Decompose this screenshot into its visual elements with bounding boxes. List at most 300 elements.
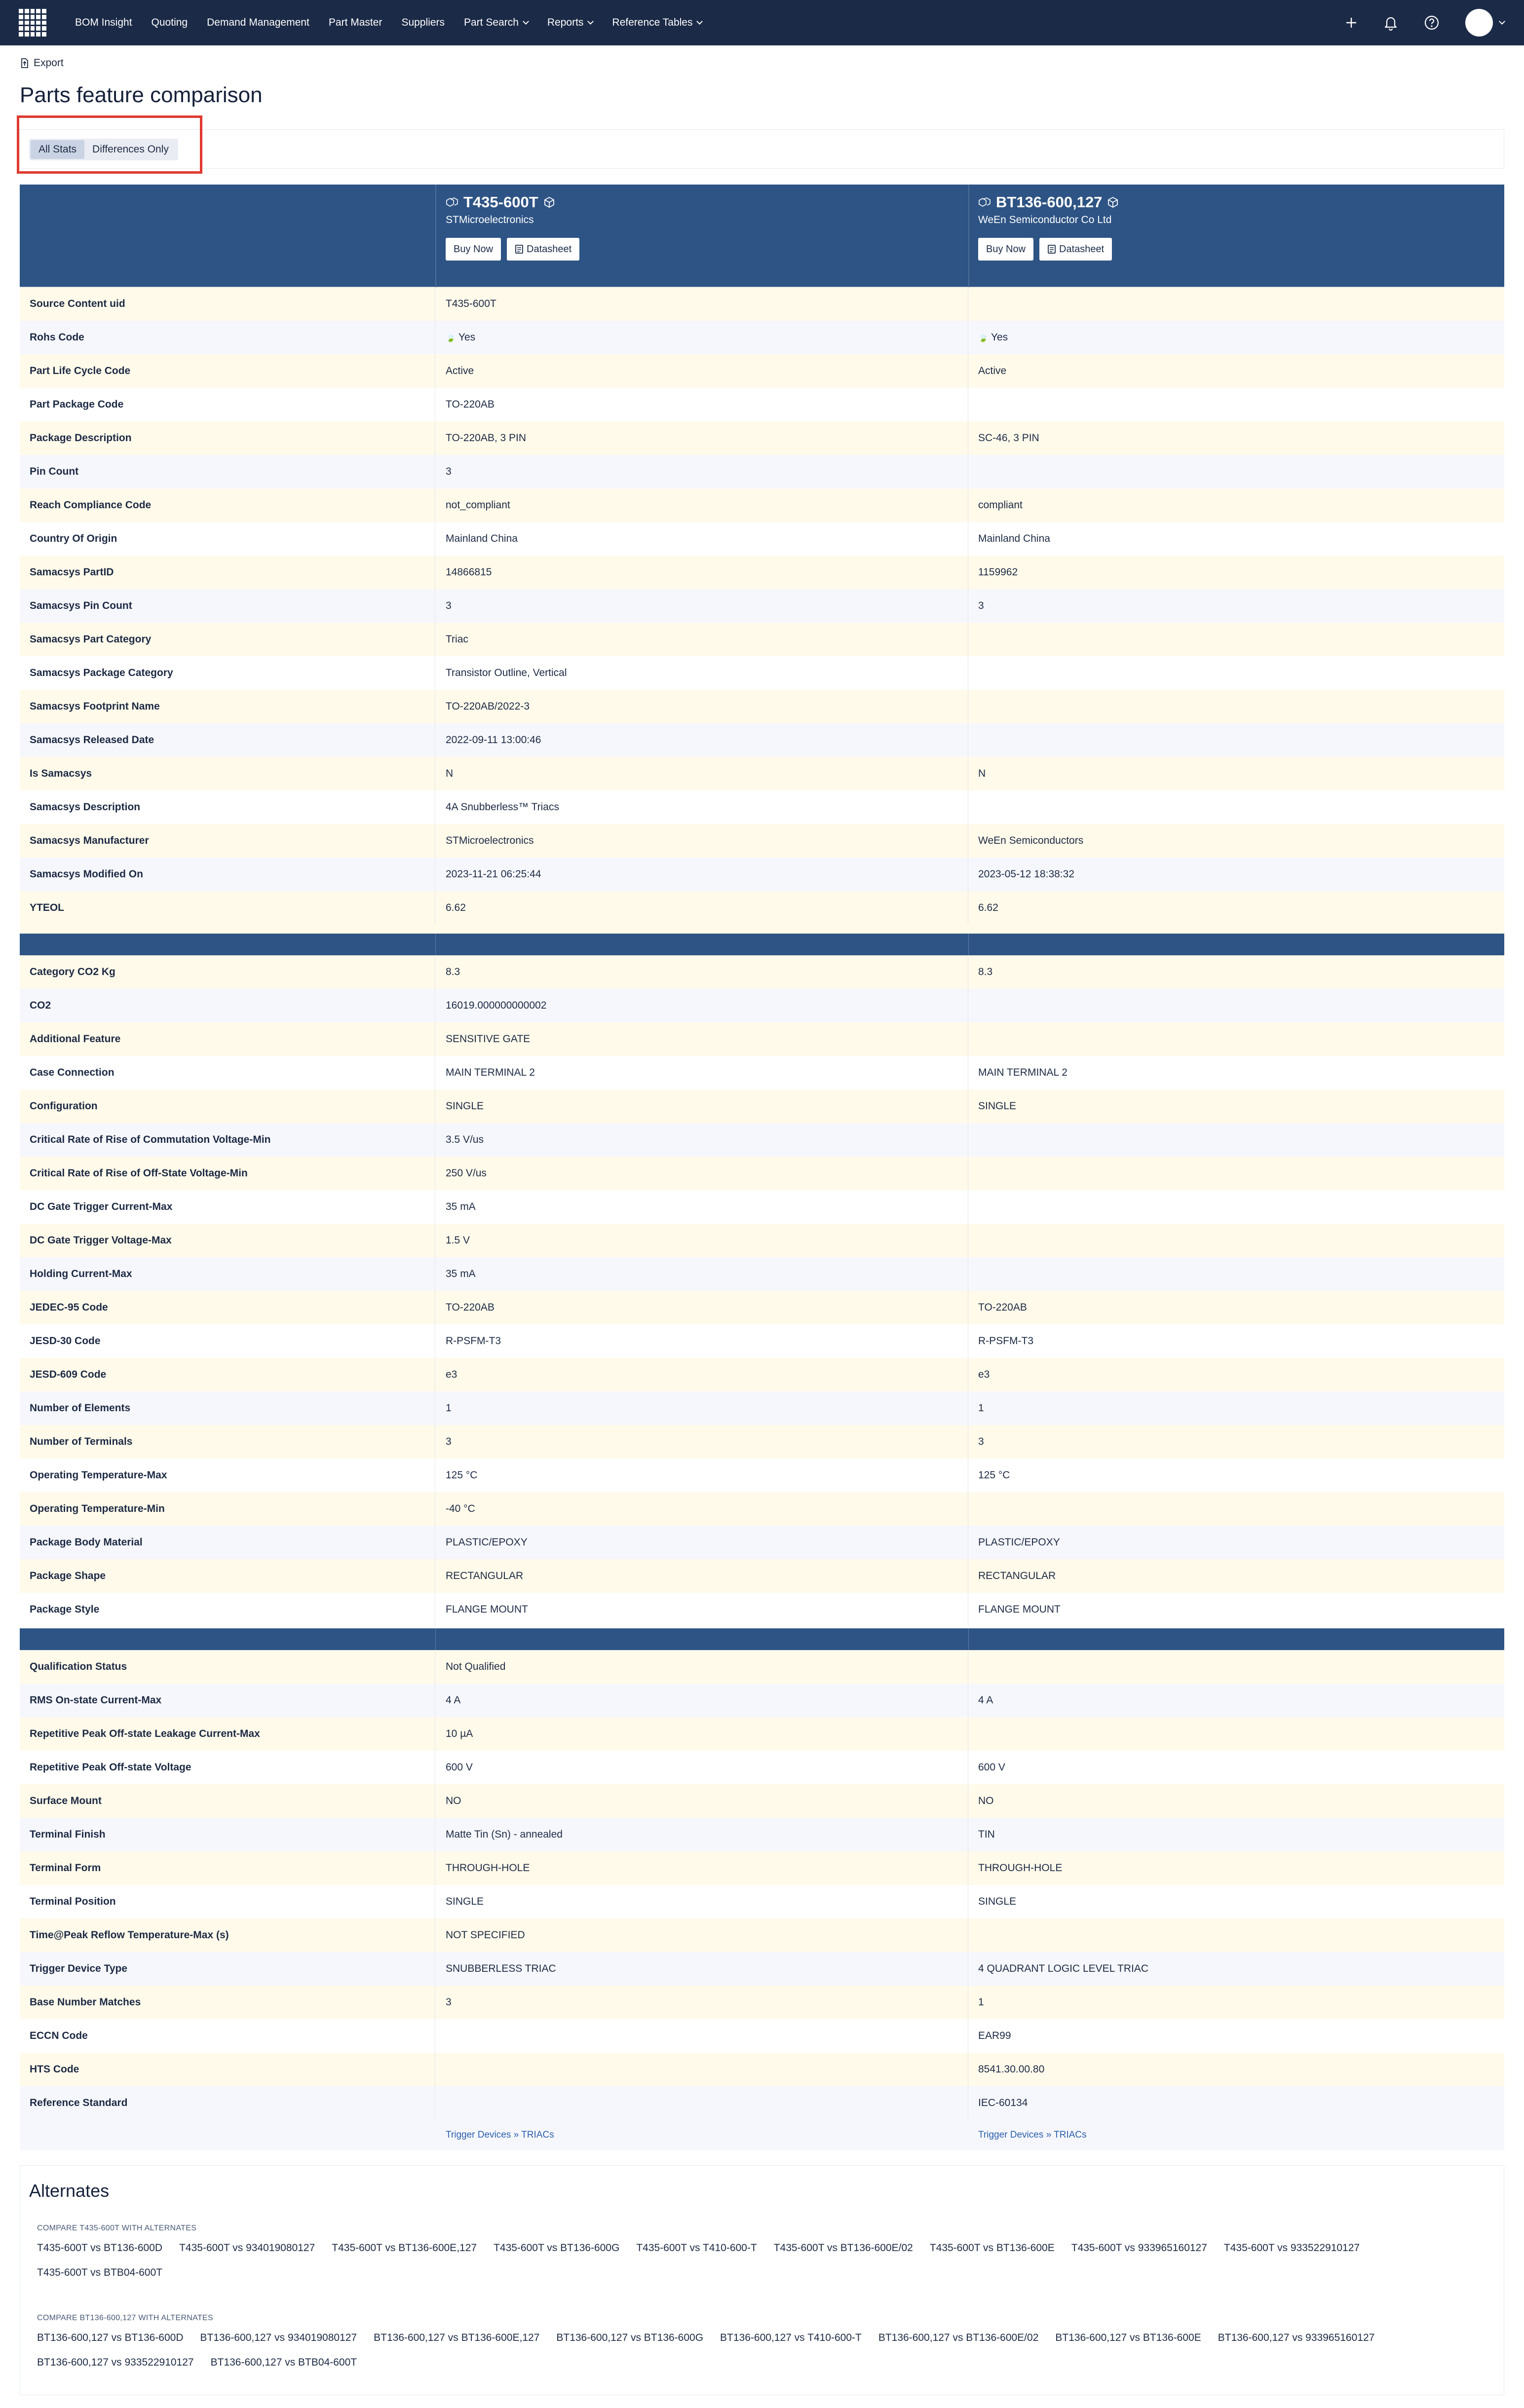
part-2-value-cell — [968, 1257, 1504, 1291]
table-row — [20, 421, 1504, 455]
attribute-value: PLASTIC/EPOXY — [978, 1537, 1060, 1548]
part-1-value-cell — [435, 1986, 968, 2019]
alternate-compare-link[interactable]: BT136-600,127 vs 933965160127 — [1218, 2332, 1375, 2343]
export-button[interactable] — [20, 57, 64, 69]
attribute-value: 3 — [446, 600, 452, 611]
table-row — [20, 723, 1504, 757]
table-row — [20, 1123, 1504, 1157]
attribute-label: Samacsys Part Category — [20, 623, 435, 656]
table-row — [20, 321, 1504, 354]
part-1-value-cell — [435, 354, 968, 388]
alternate-compare-link[interactable]: T435-600T vs 933965160127 — [1071, 2242, 1207, 2254]
attribute-label: Category CO2 Kg — [20, 955, 435, 989]
compare-parts-icon — [978, 197, 991, 208]
chevron-down-icon — [588, 18, 594, 25]
table-row — [20, 757, 1504, 790]
part-1-value-cell — [435, 1784, 968, 1818]
attribute-value: 8541.30.00.80 — [978, 2064, 1045, 2075]
table-row — [20, 1425, 1504, 1459]
top-nav — [0, 0, 1524, 45]
attribute-label: Samacsys Footprint Name — [20, 690, 435, 723]
attribute-label: Repetitive Peak Off-state Leakage Current-Max — [20, 1717, 435, 1751]
attribute-label: Surface Mount — [20, 1784, 435, 1818]
attribute-label: Time@Peak Reflow Temperature-Max (s) — [20, 1919, 435, 1952]
nav-item-label: Suppliers — [401, 17, 445, 28]
part-1-value-cell — [435, 1650, 968, 1684]
column-divider — [435, 185, 436, 287]
part-1-value-cell — [435, 1952, 968, 1986]
attribute-value: SINGLE — [978, 1100, 1017, 1112]
user-menu[interactable] — [1465, 9, 1504, 37]
table-row — [20, 891, 1504, 925]
clipped-row — [20, 925, 1504, 934]
part-2-value-cell — [968, 1324, 1504, 1358]
part-1-value-cell — [435, 1425, 968, 1459]
attribute-value: N — [978, 768, 986, 779]
part-2-value-cell — [968, 1986, 1504, 2019]
datasheet-button[interactable] — [1039, 238, 1112, 261]
part-2-value-cell — [968, 891, 1504, 925]
attribute-value: T435-600T — [446, 298, 496, 309]
table-row — [20, 1392, 1504, 1425]
nav-item-suppliers[interactable] — [401, 17, 445, 29]
part-1-value-cell — [435, 1022, 968, 1056]
attribute-label: Holding Current-Max — [20, 1257, 435, 1291]
part-1-value-cell — [435, 556, 968, 589]
attribute-value: R-PSFM-T3 — [446, 1335, 501, 1347]
part-title-2 — [978, 193, 1119, 211]
export-icon — [20, 58, 30, 69]
alternate-compare-link[interactable]: T435-600T vs T410-600-T — [636, 2242, 757, 2254]
part-2-value-cell — [968, 623, 1504, 656]
alternate-compare-link[interactable]: BT136-600,127 vs BT136-600D — [37, 2332, 184, 2343]
part-1-value-cell — [435, 1885, 968, 1919]
plus-icon[interactable] — [1345, 16, 1358, 29]
view-toggle-bar — [20, 129, 1504, 169]
alternate-compare-link[interactable]: BT136-600,127 vs BT136-600E/02 — [878, 2332, 1039, 2343]
part-1-value-cell — [435, 1257, 968, 1291]
attribute-value: TO-220AB/2022-3 — [446, 701, 530, 712]
attribute-value: SENSITIVE GATE — [446, 1033, 531, 1045]
attribute-value: 2022-09-11 13:00:46 — [446, 734, 541, 746]
attribute-group-3 — [20, 1650, 1504, 2120]
attribute-label: Part Life Cycle Code — [20, 354, 435, 388]
buy-now-button[interactable] — [978, 238, 1033, 261]
attribute-value: 3 — [978, 1436, 984, 1447]
category-link[interactable]: Trigger Devices » TRIACs — [978, 2130, 1087, 2140]
part-2-value-cell — [968, 1684, 1504, 1717]
attribute-value: 3 — [446, 1436, 452, 1447]
cube-icon[interactable] — [1107, 196, 1119, 208]
attribute-group-1 — [20, 287, 1504, 925]
part-2-value-cell — [968, 522, 1504, 556]
table-row — [20, 2053, 1504, 2086]
part-2-value-cell — [968, 1291, 1504, 1324]
nav-item-label: Reports — [547, 17, 584, 28]
part-1-value-cell — [435, 757, 968, 790]
attribute-value: FLANGE MOUNT — [446, 1604, 528, 1615]
part-1-value-cell — [435, 723, 968, 757]
attribute-label: Terminal Position — [20, 1885, 435, 1919]
table-row — [20, 522, 1504, 556]
alternate-compare-link[interactable]: BT136-600,127 vs BT136-600E,127 — [374, 2332, 540, 2343]
attribute-label: Case Connection — [20, 1056, 435, 1090]
attribute-value: Mainland China — [978, 533, 1050, 544]
table-row — [20, 1650, 1504, 1684]
part-2-value-cell — [968, 723, 1504, 757]
part-1-value-cell — [435, 1851, 968, 1885]
part-1-value-cell — [435, 891, 968, 925]
column-divider — [968, 185, 969, 287]
attribute-value: FLANGE MOUNT — [978, 1604, 1061, 1615]
part-2-value-cell — [968, 287, 1504, 321]
attribute-value: 6.62 — [978, 902, 998, 913]
attribute-value: 2023-05-12 18:38:32 — [978, 868, 1074, 880]
attribute-value: THROUGH-HOLE — [446, 1862, 530, 1874]
category-cell-1 — [435, 2120, 968, 2150]
table-row — [20, 1717, 1504, 1751]
alternate-compare-link[interactable]: BT136-600,127 vs BT136-600E — [1055, 2332, 1201, 2343]
attribute-label: Samacsys Description — [20, 790, 435, 824]
toggle-all-stats[interactable]: All Stats — [31, 140, 84, 159]
part-2-value-cell — [968, 656, 1504, 690]
part-2-value-cell — [968, 824, 1504, 858]
attribute-value: NO — [978, 1795, 994, 1806]
attribute-value: TO-220AB — [446, 399, 495, 410]
datasheet-icon — [1047, 244, 1056, 254]
attribute-label: Critical Rate of Rise of Commutation Voltage-Min — [20, 1123, 435, 1157]
table-row — [20, 1459, 1504, 1492]
part-2-value-cell — [968, 989, 1504, 1022]
attribute-label: Samacsys Manufacturer — [20, 824, 435, 858]
nav-item-label: Part Master — [328, 17, 382, 28]
attribute-value: 3.5 V/us — [446, 1134, 484, 1145]
table-row — [20, 1224, 1504, 1257]
table-row — [20, 1157, 1504, 1190]
part-1-value-cell — [435, 1224, 968, 1257]
part-2-value-cell — [968, 1492, 1504, 1526]
table-row — [20, 824, 1504, 858]
alternate-compare-link[interactable]: T435-600T vs 934019080127 — [179, 2242, 315, 2254]
part-2-value-cell — [968, 556, 1504, 589]
table-row — [20, 1919, 1504, 1952]
attribute-label: RMS On-state Current-Max — [20, 1684, 435, 1717]
attribute-label: Reference Standard — [20, 2086, 435, 2120]
bell-icon[interactable] — [1383, 15, 1398, 31]
part-1-value-cell — [435, 1818, 968, 1851]
part-title-1 — [446, 193, 579, 211]
attribute-value: MAIN TERMINAL 2 — [978, 1067, 1067, 1078]
part-2-value-cell — [968, 1851, 1504, 1885]
attribute-value: 1 — [446, 1402, 452, 1414]
alternate-compare-link[interactable]: BT136-600,127 vs BTB04-600T — [210, 2357, 357, 2368]
attribute-value: 600 V — [978, 1762, 1005, 1773]
attribute-label: Samacsys Pin Count — [20, 589, 435, 623]
attribute-value: 1 — [978, 1402, 984, 1414]
part-1-value-cell — [435, 1559, 968, 1593]
part-1-value-cell — [435, 1526, 968, 1559]
attribute-label: Package Body Material — [20, 1526, 435, 1559]
part-2-value-cell — [968, 388, 1504, 421]
chevron-down-icon — [697, 18, 703, 25]
attribute-label: Samacsys PartID — [20, 556, 435, 589]
attribute-value: N — [446, 768, 454, 779]
alternate-compare-link[interactable]: T435-600T vs BT136-600E,127 — [332, 2242, 477, 2254]
attribute-value: 14866815 — [446, 566, 492, 578]
part-header-2 — [978, 193, 1119, 261]
alternate-compare-link[interactable]: T435-600T vs BT136-600E/02 — [773, 2242, 913, 2254]
part-1-value-cell — [435, 287, 968, 321]
table-row — [20, 1358, 1504, 1392]
part-1-value-cell — [435, 522, 968, 556]
alternates-list — [37, 2330, 1488, 2371]
part-1-value-cell — [435, 1751, 968, 1784]
attribute-label: Package Shape — [20, 1559, 435, 1593]
table-row — [20, 955, 1504, 989]
part-1-value-cell — [435, 1291, 968, 1324]
attribute-value: SNUBBERLESS TRIAC — [446, 1963, 556, 1974]
alternate-compare-link[interactable]: T435-600T vs BT136-600E — [929, 2242, 1055, 2254]
toggle-differences-only[interactable]: Differences Only — [92, 144, 169, 155]
part-2-value-cell — [968, 1784, 1504, 1818]
nav-item-reports[interactable] — [547, 17, 593, 29]
nav-item-part-search[interactable] — [464, 17, 528, 29]
attribute-label: Trigger Device Type — [20, 1952, 435, 1986]
part-2-value-cell — [968, 2019, 1504, 2053]
alternate-compare-link[interactable]: BT136-600,127 vs T410-600-T — [720, 2332, 862, 2343]
part-2-value-cell — [968, 1650, 1504, 1684]
table-row — [20, 1291, 1504, 1324]
part-1-value-cell — [435, 989, 968, 1022]
part-1-value-cell — [435, 824, 968, 858]
avatar[interactable] — [1465, 9, 1493, 37]
part-2-value-cell — [968, 1392, 1504, 1425]
attribute-value: 8.3 — [978, 966, 993, 978]
alternates-panel — [20, 2165, 1504, 2395]
help-icon[interactable] — [1424, 15, 1440, 31]
part-2-value-cell — [968, 421, 1504, 455]
category-cell-2 — [968, 2120, 1504, 2150]
chevron-down-icon — [1499, 18, 1505, 25]
attribute-value: SINGLE — [446, 1896, 484, 1907]
attribute-label: Number of Terminals — [20, 1425, 435, 1459]
part-2-value-cell — [968, 1526, 1504, 1559]
part-1-value-cell — [435, 1459, 968, 1492]
attribute-value: 3 — [978, 600, 984, 611]
attribute-value: 4 A — [446, 1694, 461, 1706]
nav-item-label: Quoting — [151, 17, 188, 28]
attribute-value: SINGLE — [978, 1896, 1017, 1907]
table-row — [20, 1851, 1504, 1885]
attribute-value: 4 A — [978, 1694, 993, 1706]
table-row — [20, 1257, 1504, 1291]
part-1-value-cell — [435, 1056, 968, 1090]
highlight-box — [17, 115, 202, 174]
buy-now-label: Buy Now — [986, 244, 1026, 255]
attribute-value: NO — [446, 1795, 461, 1806]
attribute-label: ECCN Code — [20, 2019, 435, 2053]
attribute-label: Configuration — [20, 1090, 435, 1123]
table-row — [20, 989, 1504, 1022]
attribute-label: Is Samacsys — [20, 757, 435, 790]
nav-item-reference-tables[interactable] — [612, 17, 702, 29]
table-row — [20, 2019, 1504, 2053]
table-row — [20, 656, 1504, 690]
attribute-value: Transistor Outline, Vertical — [446, 667, 567, 678]
datasheet-icon — [515, 244, 524, 254]
part-2-value-cell — [968, 1056, 1504, 1090]
alternate-compare-link[interactable]: T435-600T vs BT136-600G — [494, 2242, 620, 2254]
part-2-value-cell — [968, 2086, 1504, 2120]
leaf-icon: 🍃 — [978, 333, 988, 342]
attribute-label: CO2 — [20, 989, 435, 1022]
attribute-value: compliant — [978, 499, 1023, 511]
part-1-value-cell — [435, 2053, 968, 2086]
part-1-value-cell — [435, 1919, 968, 1952]
comparison-table — [20, 185, 1504, 2150]
chevron-down-icon — [523, 18, 529, 25]
datasheet-button[interactable] — [507, 238, 579, 261]
attribute-value: Not Qualified — [446, 1661, 506, 1672]
attribute-value: 1159962 — [978, 566, 1018, 578]
cube-icon[interactable] — [543, 196, 555, 208]
attribute-label: DC Gate Trigger Current-Max — [20, 1190, 435, 1224]
part-header-1 — [446, 193, 579, 261]
attribute-value: 600 V — [446, 1762, 473, 1773]
attribute-value: Active — [978, 365, 1007, 376]
attribute-label: JESD-609 Code — [20, 1358, 435, 1392]
attribute-value: e3 — [446, 1369, 457, 1380]
attribute-value: SINGLE — [446, 1100, 484, 1112]
part-1-value-cell — [435, 656, 968, 690]
part-2-value-cell — [968, 1919, 1504, 1952]
attribute-value: 35 mA — [446, 1268, 476, 1279]
part-1-value-cell — [435, 421, 968, 455]
part-name[interactable]: BT136-600,127 — [996, 193, 1103, 211]
table-row — [20, 1190, 1504, 1224]
alternate-compare-link[interactable]: T435-600T vs 933522910127 — [1223, 2242, 1360, 2254]
part-2-value-cell — [968, 955, 1504, 989]
nav-item-label: Reference Tables — [612, 17, 693, 28]
table-row — [20, 1818, 1504, 1851]
attribute-label: Operating Temperature-Min — [20, 1492, 435, 1526]
table-row — [20, 1090, 1504, 1123]
part-name[interactable]: T435-600T — [463, 193, 538, 211]
nav-item-label: BOM Insight — [75, 17, 132, 28]
attribute-value: 1 — [978, 1996, 984, 2008]
app-logo-icon[interactable] — [19, 9, 46, 37]
attribute-value: 6.62 — [446, 902, 466, 913]
part-1-value-cell — [435, 1392, 968, 1425]
nav-item-part-master[interactable] — [329, 17, 382, 29]
nav-actions — [1345, 0, 1504, 45]
attribute-label: Reach Compliance Code — [20, 489, 435, 522]
part-1-value-cell — [435, 1190, 968, 1224]
alternate-compare-link[interactable]: BT136-600,127 vs 934019080127 — [200, 2332, 357, 2343]
table-row — [20, 589, 1504, 623]
part-1-value-cell — [435, 1324, 968, 1358]
buy-now-button[interactable] — [446, 238, 501, 261]
nav-item-label: Demand Management — [207, 17, 309, 28]
page-title: Parts feature comparison — [20, 83, 263, 107]
part-2-value-cell — [968, 321, 1504, 354]
part-2-value-cell — [968, 790, 1504, 824]
alternate-compare-link[interactable]: BT136-600,127 vs 933522910127 — [37, 2357, 194, 2368]
part-1-value-cell — [435, 1593, 968, 1626]
leaf-icon: 🍃 — [446, 333, 456, 342]
part-2-value-cell — [968, 2053, 1504, 2086]
section-divider — [20, 1628, 1504, 1650]
table-row — [20, 287, 1504, 321]
attribute-label: JEDEC-95 Code — [20, 1291, 435, 1324]
table-row — [20, 489, 1504, 522]
buy-now-label: Buy Now — [454, 244, 494, 255]
part-1-value-cell — [435, 955, 968, 989]
attribute-value: not_compliant — [446, 499, 510, 511]
part-1-value-cell — [435, 1157, 968, 1190]
part-1-value-cell — [435, 1090, 968, 1123]
datasheet-label: Datasheet — [527, 244, 572, 255]
part-2-value-cell — [968, 1157, 1504, 1190]
part-manufacturer: STMicroelectronics — [446, 214, 534, 226]
attribute-value: 250 V/us — [446, 1167, 487, 1179]
part-2-value-cell — [968, 1425, 1504, 1459]
nav-item-quoting[interactable] — [152, 17, 188, 29]
part-2-value-cell — [968, 1090, 1504, 1123]
part-2-value-cell — [968, 1717, 1504, 1751]
attribute-value: 4A Snubberless™ Triacs — [446, 801, 559, 813]
attribute-value: 2023-11-21 06:25:44 — [446, 868, 541, 880]
part-1-value-cell — [435, 858, 968, 891]
nav-item-demand-management[interactable] — [207, 17, 309, 29]
datasheet-label: Datasheet — [1059, 244, 1105, 255]
table-row — [20, 2086, 1504, 2120]
attribute-value: PLASTIC/EPOXY — [446, 1537, 528, 1548]
nav-item-bom-insight[interactable] — [75, 17, 132, 29]
category-link[interactable]: Trigger Devices » TRIACs — [446, 2130, 554, 2140]
attribute-value: 35 mA — [446, 1201, 476, 1212]
part-manufacturer: WeEn Semiconductor Co Ltd — [978, 214, 1112, 226]
table-row — [20, 623, 1504, 656]
attribute-value: TO-220AB — [978, 1302, 1027, 1313]
alternate-compare-link[interactable]: T435-600T vs BT136-600D — [37, 2242, 163, 2254]
part-1-value-cell — [435, 1123, 968, 1157]
alternate-compare-link[interactable]: T435-600T vs BTB04-600T — [37, 2267, 163, 2278]
attribute-value: 3 — [446, 466, 452, 477]
attribute-label: DC Gate Trigger Voltage-Max — [20, 1224, 435, 1257]
attribute-value: R-PSFM-T3 — [978, 1335, 1033, 1347]
attribute-value: WeEn Semiconductors — [978, 835, 1084, 846]
attribute-label: Number of Elements — [20, 1392, 435, 1425]
part-2-value-cell — [968, 1593, 1504, 1626]
table-row — [20, 556, 1504, 589]
table-row — [20, 1784, 1504, 1818]
attribute-value: EAR99 — [978, 2030, 1011, 2041]
alternates-list — [37, 2240, 1488, 2281]
attribute-value: THROUGH-HOLE — [978, 1862, 1063, 1874]
section-divider — [20, 934, 1504, 955]
part-2-value-cell — [968, 1885, 1504, 1919]
part-2-value-cell — [968, 757, 1504, 790]
comparison-header — [20, 185, 1504, 287]
attribute-label: Rohs Code — [20, 321, 435, 354]
table-row — [20, 388, 1504, 421]
part-2-value-cell — [968, 1123, 1504, 1157]
alternate-compare-link[interactable]: BT136-600,127 vs BT136-600G — [556, 2332, 704, 2343]
attribute-label: Samacsys Released Date — [20, 723, 435, 757]
alternates-title: Alternates — [29, 2181, 110, 2201]
part-1-value-cell — [435, 790, 968, 824]
